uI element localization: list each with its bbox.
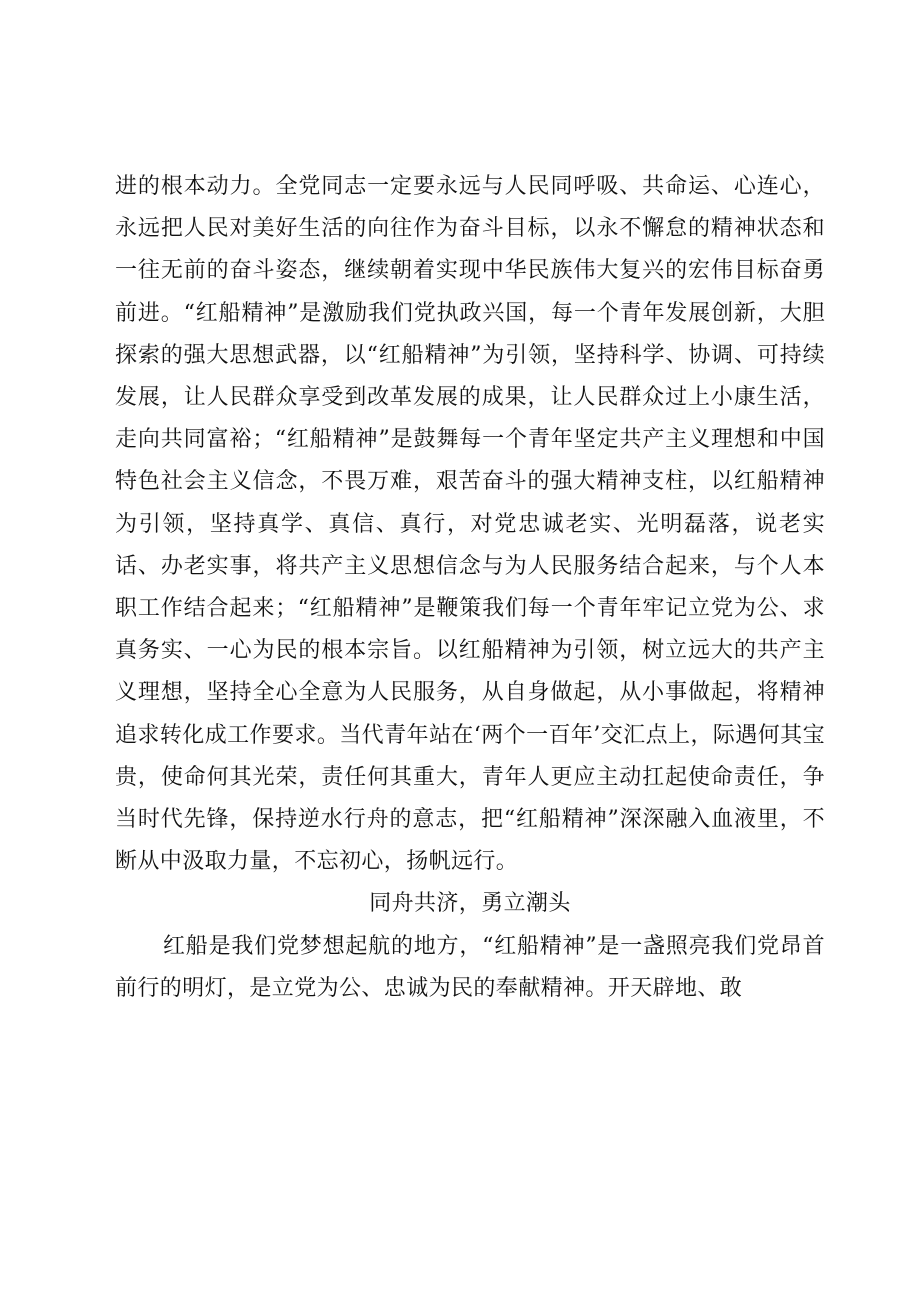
document-page [115, 166, 825, 1010]
section-paragraph: 红船是我们党梦想起航的地方，“红船精神”是一盏照亮我们党昂首前行的明灯，是立党为公、忠诚为民的奉献精神。开天辟地、敢 [115, 933, 825, 1001]
body-paragraph: 进的根本动力。全党同志一定要永远与人民同呼吸、共命运、心连心，永远把人民对美好生活的向往作为奋斗目标，以永不懈怠的精神状态和一往无前的奋斗姿态，继续朝着实现中华民族伟大复兴的宏伟目标奋勇前进。“红船精神”是激励我们党执政兴国，每一个青年发展创新，大胆探索的强大思想武器，以“红船精神”为引领，坚持科学、协调、可持续发展，让人民群众享受到改革发展的成果，让人民群众过上小康生活，走向共同富裕；“红船精神”是鼓舞每一个青年坚定共产主义理想和中国特色社会主义信念，不畏万难，艰苦奋斗的强大精神支柱，以红船精神为引领，坚持真学、真信、真行，对党忠诚老实、光明磊落，说老实话、办老实事，将共产主义思想信念与为人民服务结合起来，与个人本职工作结合起来；“红船精神”是鞭策我们每一个青年牢记立党为公、求真务实、一心为民的根本宗旨。以红船精神为引领，树立远大的共产主义理想，坚持全心全意为人民服务，从自身做起，从小事做起，将精神追求转化成工作要求。当代青年站在‘两个一百年’交汇点上，际遇何其宝贵，使命何其光荣，责任何其重大，青年人更应主动扛起使命责任，争当时代先锋，保持逆水行舟的意志，把“红船精神”深深融入血液里，不断从中汲取力量，不忘初心，扬帆远行。 [115, 174, 825, 875]
section-heading: 同舟共济，勇立潮头 [369, 891, 571, 917]
